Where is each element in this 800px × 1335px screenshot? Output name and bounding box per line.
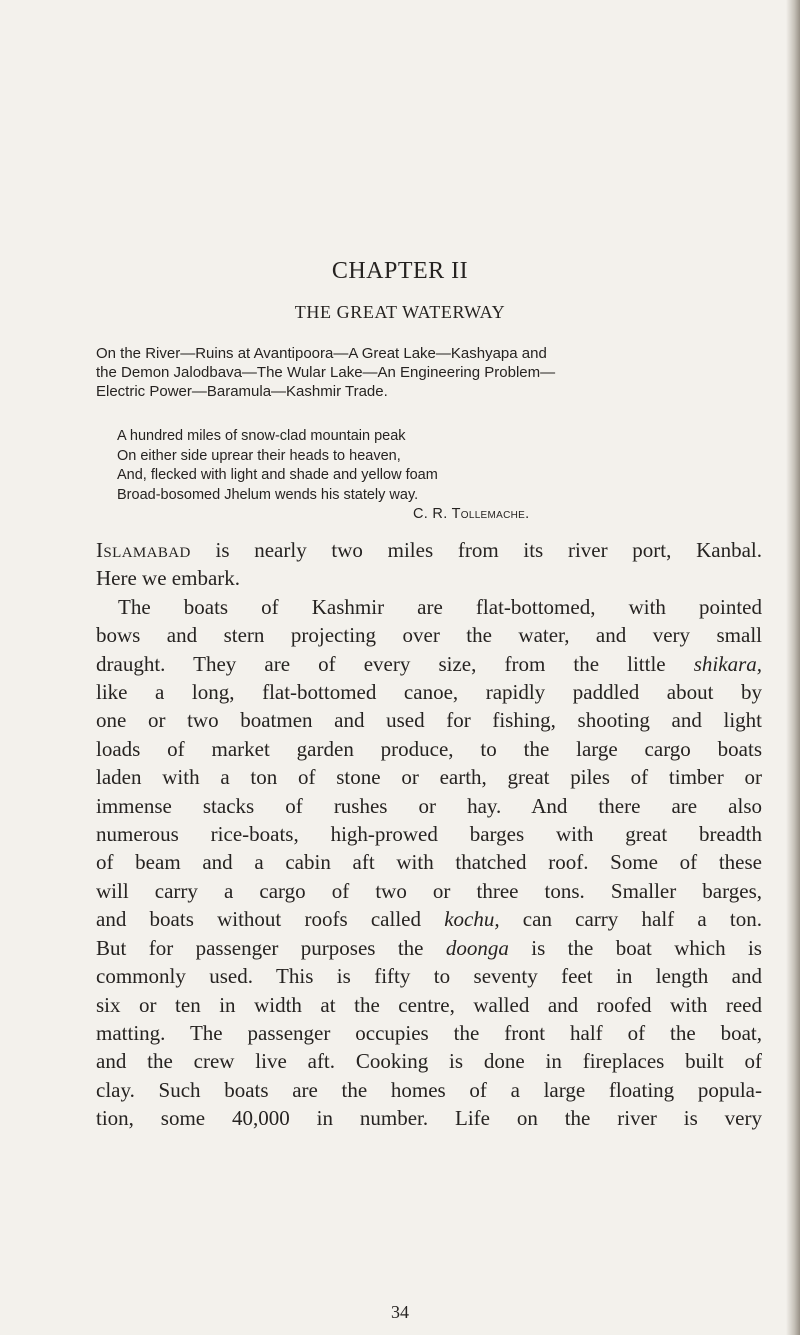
poem-line: And, flecked with light and shade and yellow foam [117, 467, 438, 483]
body-line: commonly used. This is fifty to seventy feet in length and [96, 964, 762, 989]
synopsis-line: Electric Power—Baramula—Kashmir Trade. [96, 383, 388, 400]
body-line: will carry a cargo of two or three tons. Smaller barges, [96, 878, 762, 903]
opening-word: Islamabad [96, 538, 191, 562]
page-edge-shadow [786, 0, 800, 1335]
poem-line: Broad-bosomed Jhelum wends his stately way. [117, 486, 419, 503]
body-line: draught. They are of every size, from the little shikara, [96, 651, 762, 676]
body-text [96, 536, 762, 1133]
body-line: Islamabad is nearly two miles from its river port, Kanbal. [96, 538, 762, 562]
body-line: tion, some 40,000 in number. Life on the river is very [96, 1106, 762, 1131]
body-line: immense stacks of rushes or hay. And there are also [96, 793, 762, 818]
body-line: bows and stern projecting over the water, and very small [96, 623, 762, 648]
epigraph-poem [117, 427, 737, 525]
body-line: laden with a ton of stone or earth, great piles of timber or [96, 765, 762, 790]
chapter-heading: CHAPTER II [331, 258, 469, 284]
body-line: six or ten in width at the centre, walled and roofed with reed [96, 992, 762, 1017]
italic-term: shikara, [693, 651, 762, 676]
body-line: and boats without roofs called kochu, can carry half a ton. [96, 907, 762, 932]
body-line: loads of market garden produce, to the large cargo boats [96, 736, 762, 761]
body-line: clay. Such boats are the homes of a large floating popula- [96, 1077, 762, 1102]
body-line: Here we embark. [96, 566, 241, 591]
body-line: like a long, flat-bottomed canoe, rapidly paddled about by [96, 680, 762, 705]
chapter-title: THE GREAT WATERWAY [294, 302, 506, 322]
body-line: The boats of Kashmir are flat-bottomed, with pointed [118, 594, 762, 619]
body-line: But for passenger purposes the doonga is the boat which is [96, 935, 762, 960]
body-line: matting. The passenger occupies the front half of the boat, [96, 1020, 762, 1045]
chapter-synopsis [96, 344, 736, 401]
body-line: one or two boatmen and used for fishing, shooting and light [96, 708, 762, 733]
italic-term: doonga [445, 935, 509, 960]
poem-line: On either side uprear their heads to heaven, [117, 447, 401, 464]
poem-attribution: C. R. Tollemache. [413, 506, 530, 522]
body-line: numerous rice-boats, high-prowed barges with great breadth [96, 822, 762, 847]
synopsis-line: the Demon Jalodbava—The Wular Lake—An Engineering Problem— [96, 364, 556, 381]
page-number: 34 [391, 1302, 409, 1322]
italic-term: kochu, [444, 907, 500, 932]
body-line: of beam and a cabin aft with thatched roof. Some of these [96, 850, 762, 875]
poem-line: A hundred miles of snow-clad mountain peak [117, 428, 406, 444]
synopsis-line: On the River—Ruins at Avantipoora—A Great Lake—Kashyapa and [96, 345, 547, 362]
body-line: and the crew live aft. Cooking is done in fireplaces built of [96, 1049, 762, 1074]
